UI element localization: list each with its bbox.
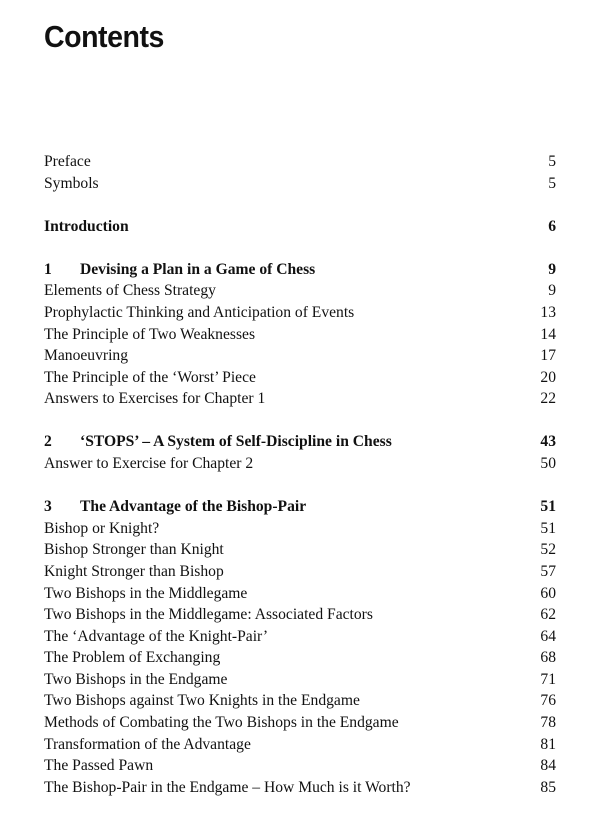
toc-chapter-heading[interactable] [44,496,556,518]
toc-entry-label: Prophylactic Thinking and Anticipation of Events [44,303,355,321]
toc-entry-page: 43 [540,433,556,451]
chapter-title: Devising a Plan in a Game of Chess [80,260,316,278]
toc-entry-page: 78 [540,714,556,732]
toc-entry[interactable] [44,669,556,691]
toc-entry-label: Two Bishops in the Middlegame [44,584,248,602]
toc-entry-page: 17 [540,347,556,365]
toc-entry-page: 51 [540,498,556,516]
toc-entry-label: Two Bishops in the Endgame [44,670,228,688]
toc-chapter-heading[interactable] [44,259,556,281]
toc-entry[interactable] [44,690,556,712]
toc-entry-page: 81 [540,735,556,753]
toc-chapter-heading[interactable] [44,431,556,453]
toc-entry-label: Two Bishops in the Middlegame: Associated Factors [44,606,373,624]
toc-entry-label: Answer to Exercise for Chapter 2 [44,455,254,473]
toc-entry[interactable] [44,173,556,195]
toc-entry[interactable] [44,647,556,669]
chapter-title: The Advantage of the Bishop-Pair [80,498,307,516]
toc-entry-label: Transformation of the Advantage [44,735,251,753]
toc-entry-label: The Passed Pawn [44,757,154,775]
toc-entry-page: 50 [540,455,556,473]
toc-entry-page: 14 [540,325,556,343]
toc-entry[interactable] [44,539,556,561]
toc-entry-page: 76 [540,692,556,710]
toc-entry-page: 6 [548,217,556,235]
toc-entry-label: The Bishop-Pair in the Endgame – How Much is it Worth? [44,778,411,796]
toc-entry-page: 85 [540,778,556,796]
toc-entry[interactable] [44,345,556,367]
toc-entry[interactable] [44,777,556,799]
toc-entry[interactable] [44,388,556,410]
toc-entry-page: 22 [540,390,556,408]
toc-entry-label: Bishop or Knight? [44,519,160,537]
chapter-number: 2 [44,433,52,451]
toc-entry-label: Methods of Combating the Two Bishops in the Endgame [44,714,399,732]
toc-entry[interactable] [44,151,556,173]
toc-entry-page: 84 [540,757,556,775]
toc-entry-label: The Problem of Exchanging [44,649,221,667]
toc-introduction[interactable] [44,216,556,238]
toc-entry-label: Introduction [44,217,129,235]
toc-entry-page: 13 [540,303,556,321]
table-of-contents [44,151,556,798]
toc-entry[interactable] [44,367,556,389]
chapter-number: 3 [44,498,52,516]
toc-entry-page: 51 [540,519,556,537]
toc-entry[interactable] [44,626,556,648]
toc-entry-label: The Principle of the ‘Worst’ Piece [44,368,256,386]
toc-entry-page: 71 [540,670,556,688]
toc-entry-page: 9 [548,260,556,278]
toc-entry-page: 20 [540,368,556,386]
toc-entry-page: 64 [540,627,556,645]
toc-entry-page: 9 [548,282,556,300]
toc-entry[interactable] [44,604,556,626]
toc-entry-label: Preface [44,153,91,170]
toc-entry-page: 68 [540,649,556,667]
toc-entry-label: Two Bishops against Two Knights in the Endgame [44,692,360,710]
toc-entry[interactable] [44,302,556,324]
toc-entry-label: Symbols [44,174,99,192]
toc-entry-page: 57 [540,562,556,580]
toc-entry-label: Elements of Chess Strategy [44,282,216,300]
toc-entry-page: 52 [540,541,556,559]
toc-entry[interactable] [44,583,556,605]
toc-entry-label: Bishop Stronger than Knight [44,541,224,559]
toc-entry[interactable] [44,712,556,734]
toc-entry-page: 62 [540,606,556,624]
toc-entry[interactable] [44,755,556,777]
toc-entry[interactable] [44,734,556,756]
toc-entry-label: The ‘Advantage of the Knight-Pair’ [44,627,269,645]
toc-entry-page: 5 [548,153,556,170]
toc-entry-label: Manoeuvring [44,347,129,365]
chapter-number: 1 [44,260,52,278]
chapter-title: ‘STOPS’ – A System of Self-Discipline in Chess [80,433,392,451]
toc-entry-label: Knight Stronger than Bishop [44,562,224,580]
toc-entry-page: 60 [540,584,556,602]
toc-entry-page: 5 [548,174,556,192]
toc-entry[interactable] [44,280,556,302]
toc-entry[interactable] [44,324,556,346]
toc-entry-label: The Principle of Two Weaknesses [44,325,256,343]
toc-entry-label: Answers to Exercises for Chapter 1 [44,390,266,408]
page-title: Contents [44,19,164,54]
toc-entry[interactable] [44,453,556,475]
toc-entry[interactable] [44,518,556,540]
toc-entry[interactable] [44,561,556,583]
